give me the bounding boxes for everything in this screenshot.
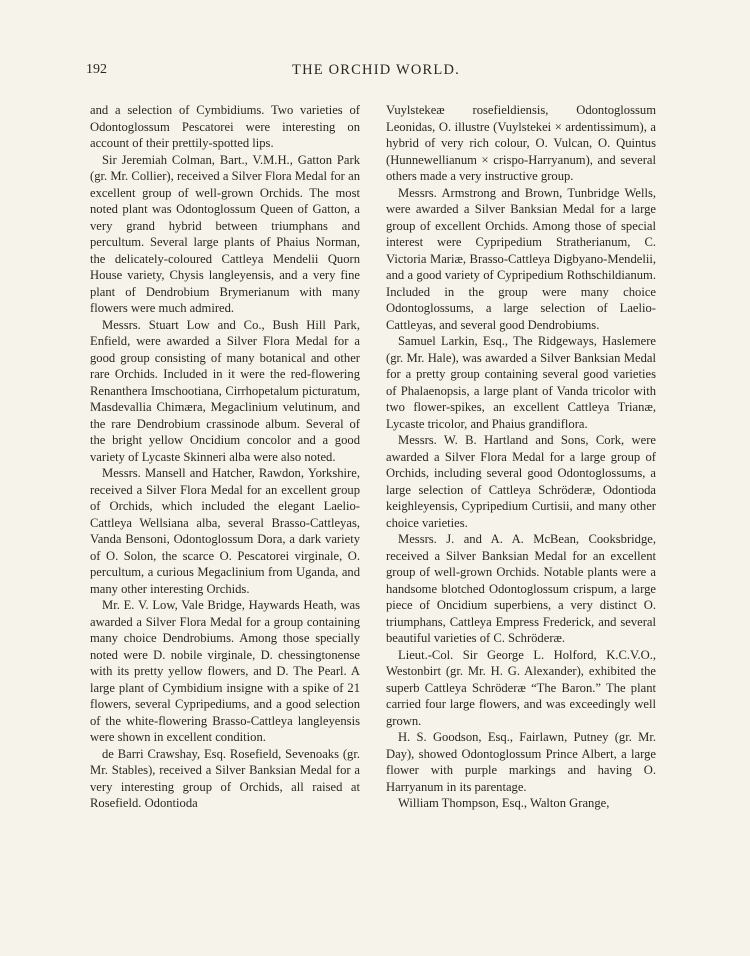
paragraph: and a selection of Cymbidiums. Two varieties of Odontoglossum Pescatorei were interesting on account of their prettily-spotted lips.	[90, 103, 360, 150]
paragraph: Messrs. Stuart Low and Co., Bush Hill Park, Enfield, were awarded a Silver Flora Medal for a good group consisting of many botanical and other rare Orchids. Included in it were the red-flowering Renanthera Imschootiana, Cirrhopetalum picturatum, Masdevallia Chimæra, Megaclinium velutinum, and the rare Dendrobium crassinode album. Several of the bright yellow Oncidium concolor and a good variety of Lycaste Skinneri alba were also noted.	[90, 317, 360, 464]
paragraph: Vuylstekeæ rosefieldiensis, Odontoglossum Leonidas, O. illustre (Vuylstekei × ardentissimum), a hybrid of very rich colour, O. Vulcan, O. Quintus (Hunnewellianum × crispo-Harryanum), and several others made a very instructive group.	[386, 103, 656, 183]
paragraph: Samuel Larkin, Esq., The Ridgeways, Haslemere (gr. Mr. Hale), was awarded a Silver Banksian Medal for a pretty group containing several good varieties of Phalaenopsis, a large plant of Vanda tricolor with two flower-spikes, an excellent Cattleya Trianæ, Lycaste tricolor, and Phaius grandiflora.	[386, 334, 656, 431]
text-column-right	[386, 102, 656, 812]
page-number: 192	[86, 62, 107, 77]
paragraph: Messrs. Armstrong and Brown, Tunbridge Wells, were awarded a Silver Banksian Medal for a large group of excellent Orchids. Among those of special interest were Cypripedium Stratherianum, C. Victoria Mariæ, Brasso-Cattleya Digbyano-Mendelii, and a good variety of Cypripedium Rothschildianum. Included in the group were many choice Odontoglossums, a large selection of Laelio-Cattleyas, and several good Dendrobiums.	[386, 185, 656, 332]
paragraph: Mr. E. V. Low, Vale Bridge, Haywards Heath, was awarded a Silver Flora Medal for a group containing many choice Dendrobiums. Among those specially noted were D. nobile virginale, D. chessingtonense with its pretty yellow flowers, and D. The Pearl. A large plant of Cymbidium insigne with a spike of 21 flowers, several Cypripediums, and a good selection of the white-flowering Brasso-Cattleya langleyensis were shown in excellent condition.	[90, 598, 360, 744]
page-header	[86, 62, 666, 82]
paragraph: de Barri Crawshay, Esq. Rosefield, Sevenoaks (gr. Mr. Stables), received a Silver Banksian Medal for a very interesting group of Orchids, all raised at Rosefield. Odontioda	[90, 746, 360, 810]
paragraph: Sir Jeremiah Colman, Bart., V.M.H., Gatton Park (gr. Mr. Collier), received a Silver Flora Medal for an excellent group of well-grown Orchids. The most noted plant was Odontoglossum Queen of Gatton, a very grand hybrid between triumphans and percultum. Several large plants of Phaius Norman, the delicately-coloured Cattleya Mendelii Quorn House variety, Chysis langleyensis, and a very fine plant of Dendrobium Brymerianum with many flowers were much admired.	[90, 152, 360, 315]
paragraph: Messrs. W. B. Hartland and Sons, Cork, were awarded a Silver Flora Medal for a large group of Orchids, including several good Odontoglossums, a large selection of Cattleya Schröderæ, Odontioda keighleyensis, Cypripedium Curtisii, and many other choice varieties.	[386, 433, 656, 530]
text-column-left	[90, 102, 360, 812]
paragraph: Messrs. J. and A. A. McBean, Cooksbridge, received a Silver Banksian Medal for an excellent group of well-grown Orchids. Notable plants were a handsome blotched Odontoglossum crispum, a large piece of Oncidium superbiens, a very distinct O. triumphans, Cattleya Empress Frederick, and several beautiful varieties of C. Schröderæ.	[386, 532, 656, 645]
running-title: THE ORCHID WORLD.	[292, 62, 460, 78]
paragraph: William Thompson, Esq., Walton Grange,	[398, 796, 610, 810]
paragraph: Lieut.-Col. Sir George L. Holford, K.C.V.O., Westonbirt (gr. Mr. H. G. Alexander), exhibited the superb Cattleya Schröderæ “The Baron.” The plant carried four large flowers, and was exceedingly well grown.	[386, 647, 656, 728]
paragraph: H. S. Goodson, Esq., Fairlawn, Putney (gr. Mr. Day), showed Odontoglossum Prince Albert, a large flower with purple markings and having O. Harryanum in its parentage.	[386, 730, 656, 794]
paragraph: Messrs. Mansell and Hatcher, Rawdon, Yorkshire, received a Silver Flora Medal for an excellent group of Orchids, which included the elegant Laelio-Cattleya Wellsiana alba, several Brasso-Cattleyas, Vanda Bensoni, Odontoglossum Dora, a dark variety of O. Solon, the scarce O. Pescatorei virginale, O. percultum, a curious Megaclinium from Uganda, and many other interesting Orchids.	[90, 466, 360, 596]
